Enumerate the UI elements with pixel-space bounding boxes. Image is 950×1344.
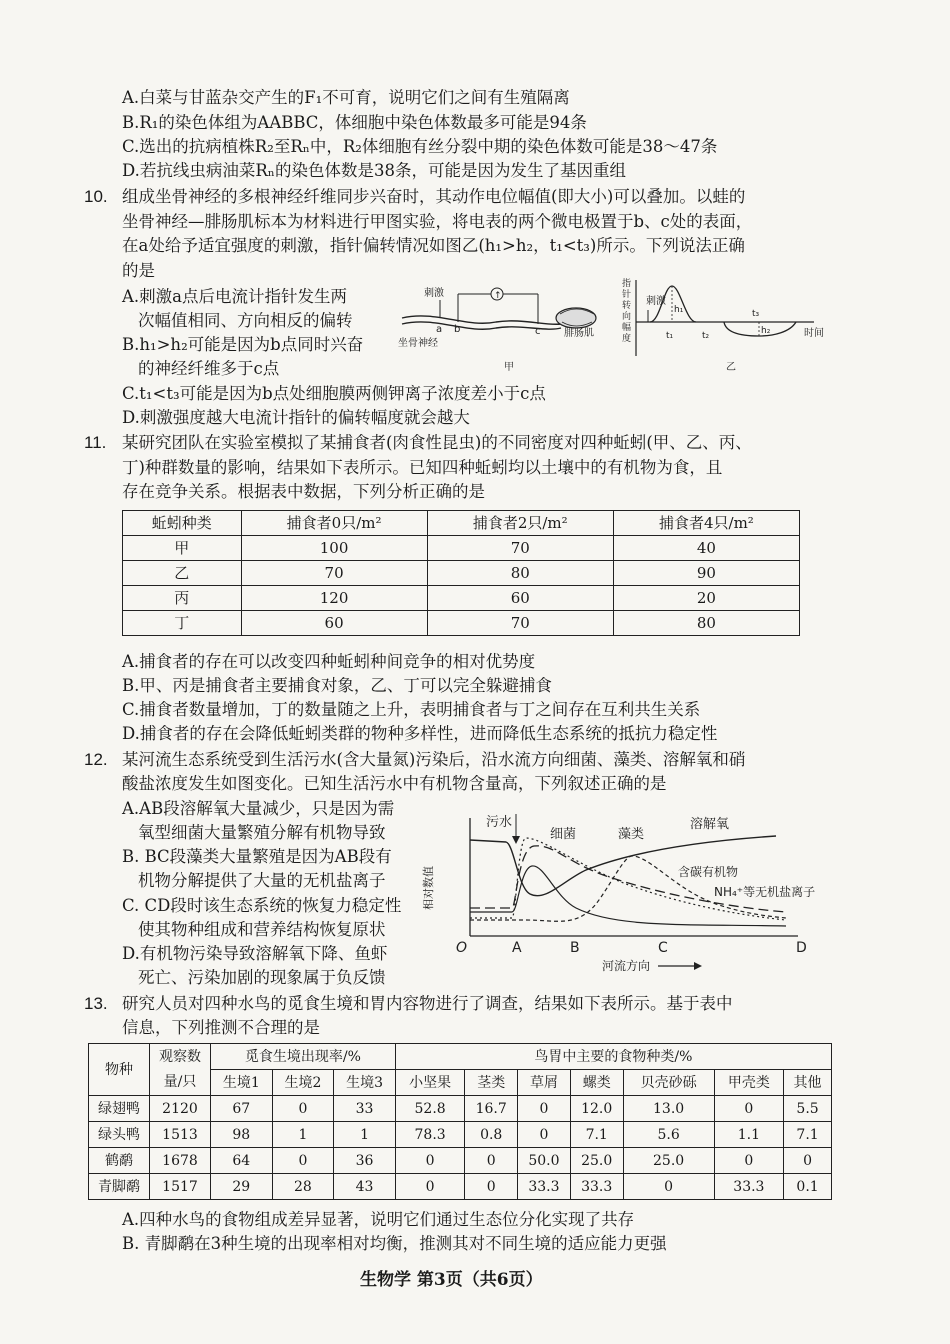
yi-stim-label: 刺激 bbox=[646, 296, 666, 307]
q11-header-0: 捕食者0只/m² bbox=[241, 511, 427, 536]
table-cell: 0.1 bbox=[784, 1174, 832, 1200]
q12-option-a-line2: 氧型细菌大量繁殖分解有机物导致 bbox=[138, 823, 386, 842]
table-cell: 0 bbox=[395, 1174, 464, 1200]
jia-caption: 甲 bbox=[504, 362, 514, 373]
table-cell: 33.3 bbox=[714, 1174, 783, 1200]
jia-muscle-label: 腓肠肌 bbox=[564, 328, 594, 339]
table-cell: 64 bbox=[211, 1148, 273, 1174]
table-cell: 1517 bbox=[150, 1174, 211, 1200]
q10-option-b-line1: B.h₁>h₂可能是因为b点同时兴奋 bbox=[122, 335, 364, 354]
q11-header-4: 捕食者4只/m² bbox=[613, 511, 799, 536]
table-cell: 鹤鹬 bbox=[89, 1148, 150, 1174]
table-cell: 29 bbox=[211, 1174, 273, 1200]
table-row bbox=[123, 611, 800, 636]
q11-stem-line3: 存在竞争关系。根据表中数据，下列分析正确的是 bbox=[122, 482, 485, 501]
chart-label-oxygen: 溶解氧 bbox=[690, 817, 730, 832]
table-cell: 80 bbox=[427, 561, 613, 586]
chart-label-algae: 藻类 bbox=[618, 827, 645, 842]
q12-option-c-line2: 使其物种组成和营养结构恢复原状 bbox=[138, 920, 386, 939]
table-cell: 0 bbox=[395, 1148, 464, 1174]
yi-t3: t₃ bbox=[752, 309, 760, 319]
q12-chart bbox=[422, 808, 836, 978]
q10-figure-yi bbox=[614, 276, 846, 376]
yi-h1: h₁ bbox=[674, 305, 684, 315]
table-cell: 青脚鹬 bbox=[89, 1174, 150, 1200]
yi-ylabel-3: 转 bbox=[622, 301, 632, 311]
table-cell: 16.7 bbox=[465, 1096, 518, 1122]
table-cell: 0 bbox=[623, 1174, 714, 1200]
q10-stem-line4: 的是 bbox=[122, 261, 155, 280]
chart-label-ions: NH₄⁺等无机盐离子 bbox=[714, 885, 816, 899]
q10-stem-line1: 组成坐骨神经的多根神经纤维同步兴奋时，其动作电位幅值(即大小)可以叠加。以蛙的 bbox=[122, 187, 746, 206]
jia-nerve-label: 坐骨神经 bbox=[398, 338, 438, 349]
q11-header-2: 捕食者2只/m² bbox=[427, 511, 613, 536]
table-cell: 丙 bbox=[123, 586, 242, 611]
table-cell: 0.8 bbox=[465, 1122, 518, 1148]
chart-ylabel: 相对数值 bbox=[422, 866, 435, 910]
table-cell: 7.1 bbox=[784, 1122, 832, 1148]
q10-option-a-line2: 次幅值相同、方向相反的偏转 bbox=[138, 311, 353, 330]
table-cell: 甲 bbox=[123, 536, 242, 561]
q13-subheader: 小坚果 bbox=[395, 1070, 464, 1096]
q13-option-a: A.四种水鸟的食物组成差异显著，说明它们通过生态位分化实现了共存 bbox=[122, 1210, 635, 1229]
yi-ylabel-6: 度 bbox=[622, 334, 632, 344]
q12-option-d-line1: D.有机物污染导致溶解氧下降、鱼虾 bbox=[122, 944, 388, 963]
q13-header-obs-line2: 量/只 bbox=[150, 1070, 211, 1096]
table-cell: 0 bbox=[465, 1174, 518, 1200]
jia-point-c: c bbox=[535, 326, 541, 337]
q11-option-b: B.甲、丙是捕食者主要捕食对象，乙、丁可以完全躲避捕食 bbox=[122, 676, 552, 695]
table-cell: 绿头鸭 bbox=[89, 1122, 150, 1148]
chart-x-o: O bbox=[456, 940, 468, 956]
table-cell: 25.0 bbox=[570, 1148, 623, 1174]
q13-subheader: 生境2 bbox=[272, 1070, 334, 1096]
table-cell: 0 bbox=[714, 1096, 783, 1122]
q12-number: 12. bbox=[84, 750, 108, 769]
q13-header-species: 物种 bbox=[89, 1044, 150, 1096]
table-cell: 36 bbox=[334, 1148, 396, 1174]
q12-stem-line2: 酸盐浓度发生如图变化。已知生活污水中有机物含量高，下列叙述正确的是 bbox=[122, 774, 667, 793]
table-cell: 0 bbox=[272, 1096, 334, 1122]
q12-stem-line1: 某河流生态系统受到生活污水(含大量氮)污染后，沿水流方向细菌、藻类、溶解氧和硝 bbox=[122, 750, 746, 769]
table-cell: 1 bbox=[272, 1122, 334, 1148]
table-cell: 0 bbox=[518, 1122, 571, 1148]
q11-option-a: A.捕食者的存在可以改变四种蚯蚓种间竞争的相对优势度 bbox=[122, 652, 536, 671]
q13-header-obs-line1: 观察数 bbox=[150, 1044, 211, 1070]
table-cell: 33.3 bbox=[518, 1174, 571, 1200]
table-cell: 0 bbox=[465, 1148, 518, 1174]
q10-option-a-line1: A.刺激a点后电流计指针发生两 bbox=[122, 287, 347, 306]
q12-option-d-line2: 死亡、污染加剧的现象属于负反馈 bbox=[138, 968, 386, 987]
q11-stem-line1: 某研究团队在实验室模拟了某捕食者(肉食性昆虫)的不同密度对四种蚯蚓(甲、乙、丙、 bbox=[122, 433, 752, 452]
table-cell: 120 bbox=[241, 586, 427, 611]
table-cell: 13.0 bbox=[623, 1096, 714, 1122]
chart-label-organic: 含碳有机物 bbox=[678, 865, 739, 879]
q9-option-d: D.若抗线虫病油菜Rₙ的染色体数是38条，可能是因为发生了基因重组 bbox=[122, 161, 626, 180]
table-cell: 12.0 bbox=[570, 1096, 623, 1122]
table-cell: 98 bbox=[211, 1122, 273, 1148]
chart-x-b: B bbox=[570, 940, 580, 956]
table-cell: 50.0 bbox=[518, 1148, 571, 1174]
table-cell: 52.8 bbox=[395, 1096, 464, 1122]
table-row bbox=[89, 1122, 832, 1148]
table-cell: 60 bbox=[427, 586, 613, 611]
yi-ylabel-5: 幅 bbox=[622, 323, 632, 333]
table-cell: 60 bbox=[241, 611, 427, 636]
table-row bbox=[123, 561, 800, 586]
q10-option-c: C.t₁<t₃可能是因为b点处细胞膜两侧钾离子浓度差小于c点 bbox=[122, 384, 546, 403]
jia-stim-label: 刺激 bbox=[424, 288, 444, 299]
table-cell: 40 bbox=[613, 536, 799, 561]
jia-point-b: b bbox=[454, 324, 461, 335]
q13-subheader: 其他 bbox=[784, 1070, 832, 1096]
yi-t2: t₂ bbox=[702, 331, 710, 341]
q13-subheader: 贝壳砂砾 bbox=[623, 1070, 714, 1096]
table-cell: 5.5 bbox=[784, 1096, 832, 1122]
yi-ylabel-4: 向 bbox=[622, 312, 632, 322]
table-cell: 2120 bbox=[150, 1096, 211, 1122]
table-row bbox=[89, 1096, 832, 1122]
q11-table bbox=[122, 510, 800, 636]
q11-header-species: 蚯蚓种类 bbox=[123, 511, 242, 536]
table-row bbox=[123, 586, 800, 611]
q10-option-d: D.刺激强度越大电流计指针的偏转幅度就会越大 bbox=[122, 408, 470, 427]
yi-h2: h₂ bbox=[761, 326, 771, 336]
table-cell: 33 bbox=[334, 1096, 396, 1122]
q10-stem-line2: 坐骨神经—腓肠肌标本为材料进行甲图实验，将电表的两个微电极置于b、c处的表面， bbox=[122, 212, 753, 231]
q13-subheader: 螺类 bbox=[570, 1070, 623, 1096]
table-row bbox=[89, 1148, 832, 1174]
yi-caption: 乙 bbox=[726, 362, 736, 373]
q10-number: 10. bbox=[84, 187, 108, 206]
yi-t1: t₁ bbox=[666, 331, 674, 341]
q13-header-habitat: 觅食生境出现率/% bbox=[211, 1044, 396, 1070]
q13-header-row2 bbox=[89, 1070, 832, 1096]
q11-stem-line2: 丁)种群数量的影响，结果如下表所示。已知四种蚯蚓均以土壤中的有机物为食，且 bbox=[122, 458, 723, 477]
yi-ylabel-2: 针 bbox=[622, 290, 632, 300]
table-cell: 78.3 bbox=[395, 1122, 464, 1148]
q13-table bbox=[88, 1043, 832, 1200]
q13-stem-line1: 研究人员对四种水鸟的觅食生境和胃内容物进行了调查，结果如下表所示。基于表中 bbox=[122, 994, 733, 1013]
table-cell: 1.1 bbox=[714, 1122, 783, 1148]
chart-x-d: D bbox=[796, 940, 807, 956]
q13-subheader: 生境1 bbox=[211, 1070, 273, 1096]
q13-header-row1 bbox=[89, 1044, 832, 1070]
q11-option-d: D.捕食者的存在会降低蚯蚓类群的物种多样性，进而降低生态系统的抵抗力稳定性 bbox=[122, 724, 718, 743]
q10-figure-jia bbox=[396, 282, 620, 376]
table-cell: 70 bbox=[427, 536, 613, 561]
chart-xlabel: 河流方向 bbox=[602, 959, 651, 973]
q13-number: 13. bbox=[84, 994, 108, 1013]
q11-number: 11. bbox=[84, 433, 107, 452]
q12-option-b-line2: 机物分解提供了大量的无机盐离子 bbox=[138, 871, 386, 890]
table-cell: 7.1 bbox=[570, 1122, 623, 1148]
table-cell: 丁 bbox=[123, 611, 242, 636]
table-cell: 67 bbox=[211, 1096, 273, 1122]
table-cell: 100 bbox=[241, 536, 427, 561]
chart-label-bacteria: 细菌 bbox=[550, 827, 577, 842]
table-cell: 0 bbox=[518, 1096, 571, 1122]
page-footer: 生物学 第3页（共6页） bbox=[360, 1270, 543, 1290]
table-cell: 25.0 bbox=[623, 1148, 714, 1174]
chart-x-c: C bbox=[658, 940, 668, 956]
table-row bbox=[123, 536, 800, 561]
q13-option-b: B. 青脚鹬在3种生境的出现率相对均衡，推测其对不同生境的适应能力更强 bbox=[122, 1234, 667, 1253]
q9-option-c: C.选出的抗病植株R₂至Rₙ中，R₂体细胞有丝分裂中期的染色体数可能是38～47条 bbox=[122, 137, 718, 156]
jia-point-a: a bbox=[436, 324, 443, 335]
q11-table-header bbox=[123, 511, 800, 536]
table-cell: 43 bbox=[334, 1174, 396, 1200]
table-cell: 绿翅鸭 bbox=[89, 1096, 150, 1122]
table-cell: 乙 bbox=[123, 561, 242, 586]
table-cell: 90 bbox=[613, 561, 799, 586]
q13-subheader: 甲壳类 bbox=[714, 1070, 783, 1096]
q12-option-b-line1: B. BC段藻类大量繁殖是因为AB段有 bbox=[122, 847, 392, 866]
q10-stem-line3: 在a处给予适宜强度的刺激，指针偏转情况如图乙(h₁>h₂，t₁<t₃)所示。下列说法正确 bbox=[122, 236, 745, 255]
q12-option-c-line1: C. CD段时该生态系统的恢复力稳定性 bbox=[122, 896, 402, 915]
table-cell: 0 bbox=[272, 1148, 334, 1174]
table-cell: 0 bbox=[784, 1148, 832, 1174]
chart-label-sewage: 污水 bbox=[486, 815, 513, 830]
table-cell: 0 bbox=[714, 1148, 783, 1174]
table-cell: 1 bbox=[334, 1122, 396, 1148]
table-cell: 70 bbox=[241, 561, 427, 586]
table-row bbox=[89, 1174, 832, 1200]
q11-option-c: C.捕食者数量增加，丁的数量随之上升，表明捕食者与丁之间存在互利共生关系 bbox=[122, 700, 701, 719]
q13-subheader: 生境3 bbox=[334, 1070, 396, 1096]
q9-option-a: A.白菜与甘蓝杂交产生的F₁不可育，说明它们之间有生殖隔离 bbox=[122, 88, 570, 107]
q13-subheader: 草屑 bbox=[518, 1070, 571, 1096]
q13-stem-line2: 信息，下列推测不合理的是 bbox=[122, 1018, 320, 1037]
q13-header-food: 鸟胃中主要的食物种类/% bbox=[395, 1044, 831, 1070]
table-cell: 80 bbox=[613, 611, 799, 636]
table-cell: 33.3 bbox=[570, 1174, 623, 1200]
table-cell: 70 bbox=[427, 611, 613, 636]
q10-option-b-line2: 的神经纤维多于c点 bbox=[138, 359, 280, 378]
q12-option-a-line1: A.AB段溶解氧大量减少，只是因为需 bbox=[122, 799, 395, 818]
table-cell: 1678 bbox=[150, 1148, 211, 1174]
table-cell: 5.6 bbox=[623, 1122, 714, 1148]
q9-option-b: B.R₁的染色体组为AABBC，体细胞中染色体数最多可能是94条 bbox=[122, 113, 587, 132]
svg-text:↑: ↑ bbox=[494, 291, 502, 301]
yi-ylabel-1: 指 bbox=[622, 279, 632, 289]
table-cell: 28 bbox=[272, 1174, 334, 1200]
yi-xlabel: 时间 bbox=[804, 328, 824, 339]
q13-subheader: 茎类 bbox=[465, 1070, 518, 1096]
table-cell: 1513 bbox=[150, 1122, 211, 1148]
table-cell: 20 bbox=[613, 586, 799, 611]
chart-x-a: A bbox=[512, 940, 522, 956]
